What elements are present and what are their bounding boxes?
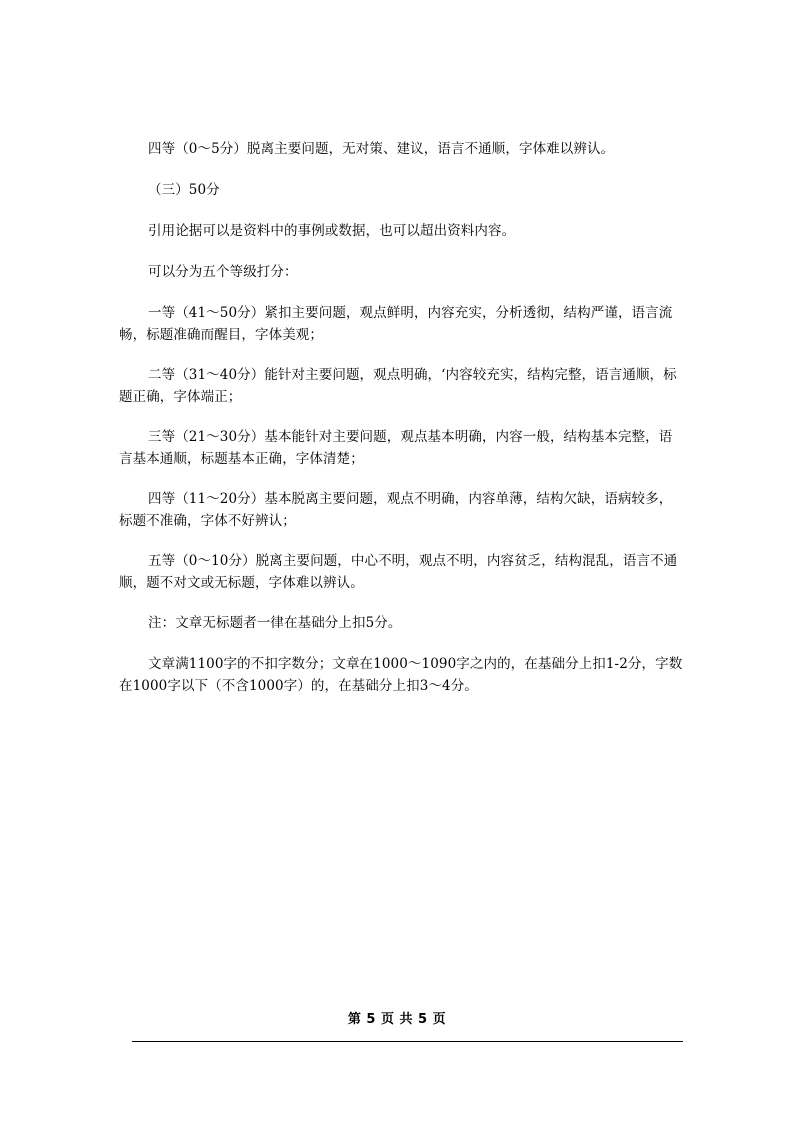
paragraph-grade-three: 三等（21～30分）基本能针对主要问题，观点基本明确，内容一般，结构基本完整，语言基本通顺，标题基本正确，字体清楚； bbox=[119, 429, 673, 467]
paragraph-grade-one: 一等（41～50分）紧扣主要问题，观点鲜明，内容充实，分析透彻，结构严谨，语言流畅，标题准确而醒目，字体美观； bbox=[119, 305, 673, 343]
paragraph-grade-four-short: 四等（0～5分）脱离主要问题，无对策、建议，语言不通顺，字体难以辨认。 bbox=[148, 141, 615, 157]
section-heading-50-points: （三）50分 bbox=[148, 182, 220, 198]
paragraph-grade-five: 五等（0～10分）脱离主要问题，中心不明，观点不明，内容贫乏，结构混乱，语言不通顺，题不对文或无标题，字体难以辨认。 bbox=[119, 553, 678, 591]
paragraph-grade-two: 二等（31～40分）能针对主要问题，观点明确，‘内容较充实，结构完整，语言通顺，标题正确，字体端正； bbox=[119, 367, 677, 405]
document-body bbox=[119, 138, 684, 716]
paragraph-grade-four: 四等（11～20分）基本脱离主要问题，观点不明确，内容单薄，结构欠缺，语病较多，标题不准确，字体不好辨认； bbox=[119, 491, 673, 529]
paragraph-title-note: 注：文章无标题者一律在基础分上扣5分。 bbox=[148, 615, 402, 631]
paragraph-word-count-rule: 文章满1100字的不扣字数分；文章在1000～1090字之内的，在基础分上扣1-2分，字数在1000字以下（不含1000字）的，在基础分上扣3～4分。 bbox=[119, 656, 683, 694]
paragraph-citation-note: 引用论据可以是资料中的事例或数据，也可以超出资料内容。 bbox=[148, 223, 516, 239]
paragraph-five-levels: 可以分为五个等级打分： bbox=[148, 264, 298, 280]
page-number: 第 5 页 共 5 页 bbox=[347, 1012, 447, 1027]
footer-divider bbox=[132, 1041, 683, 1042]
